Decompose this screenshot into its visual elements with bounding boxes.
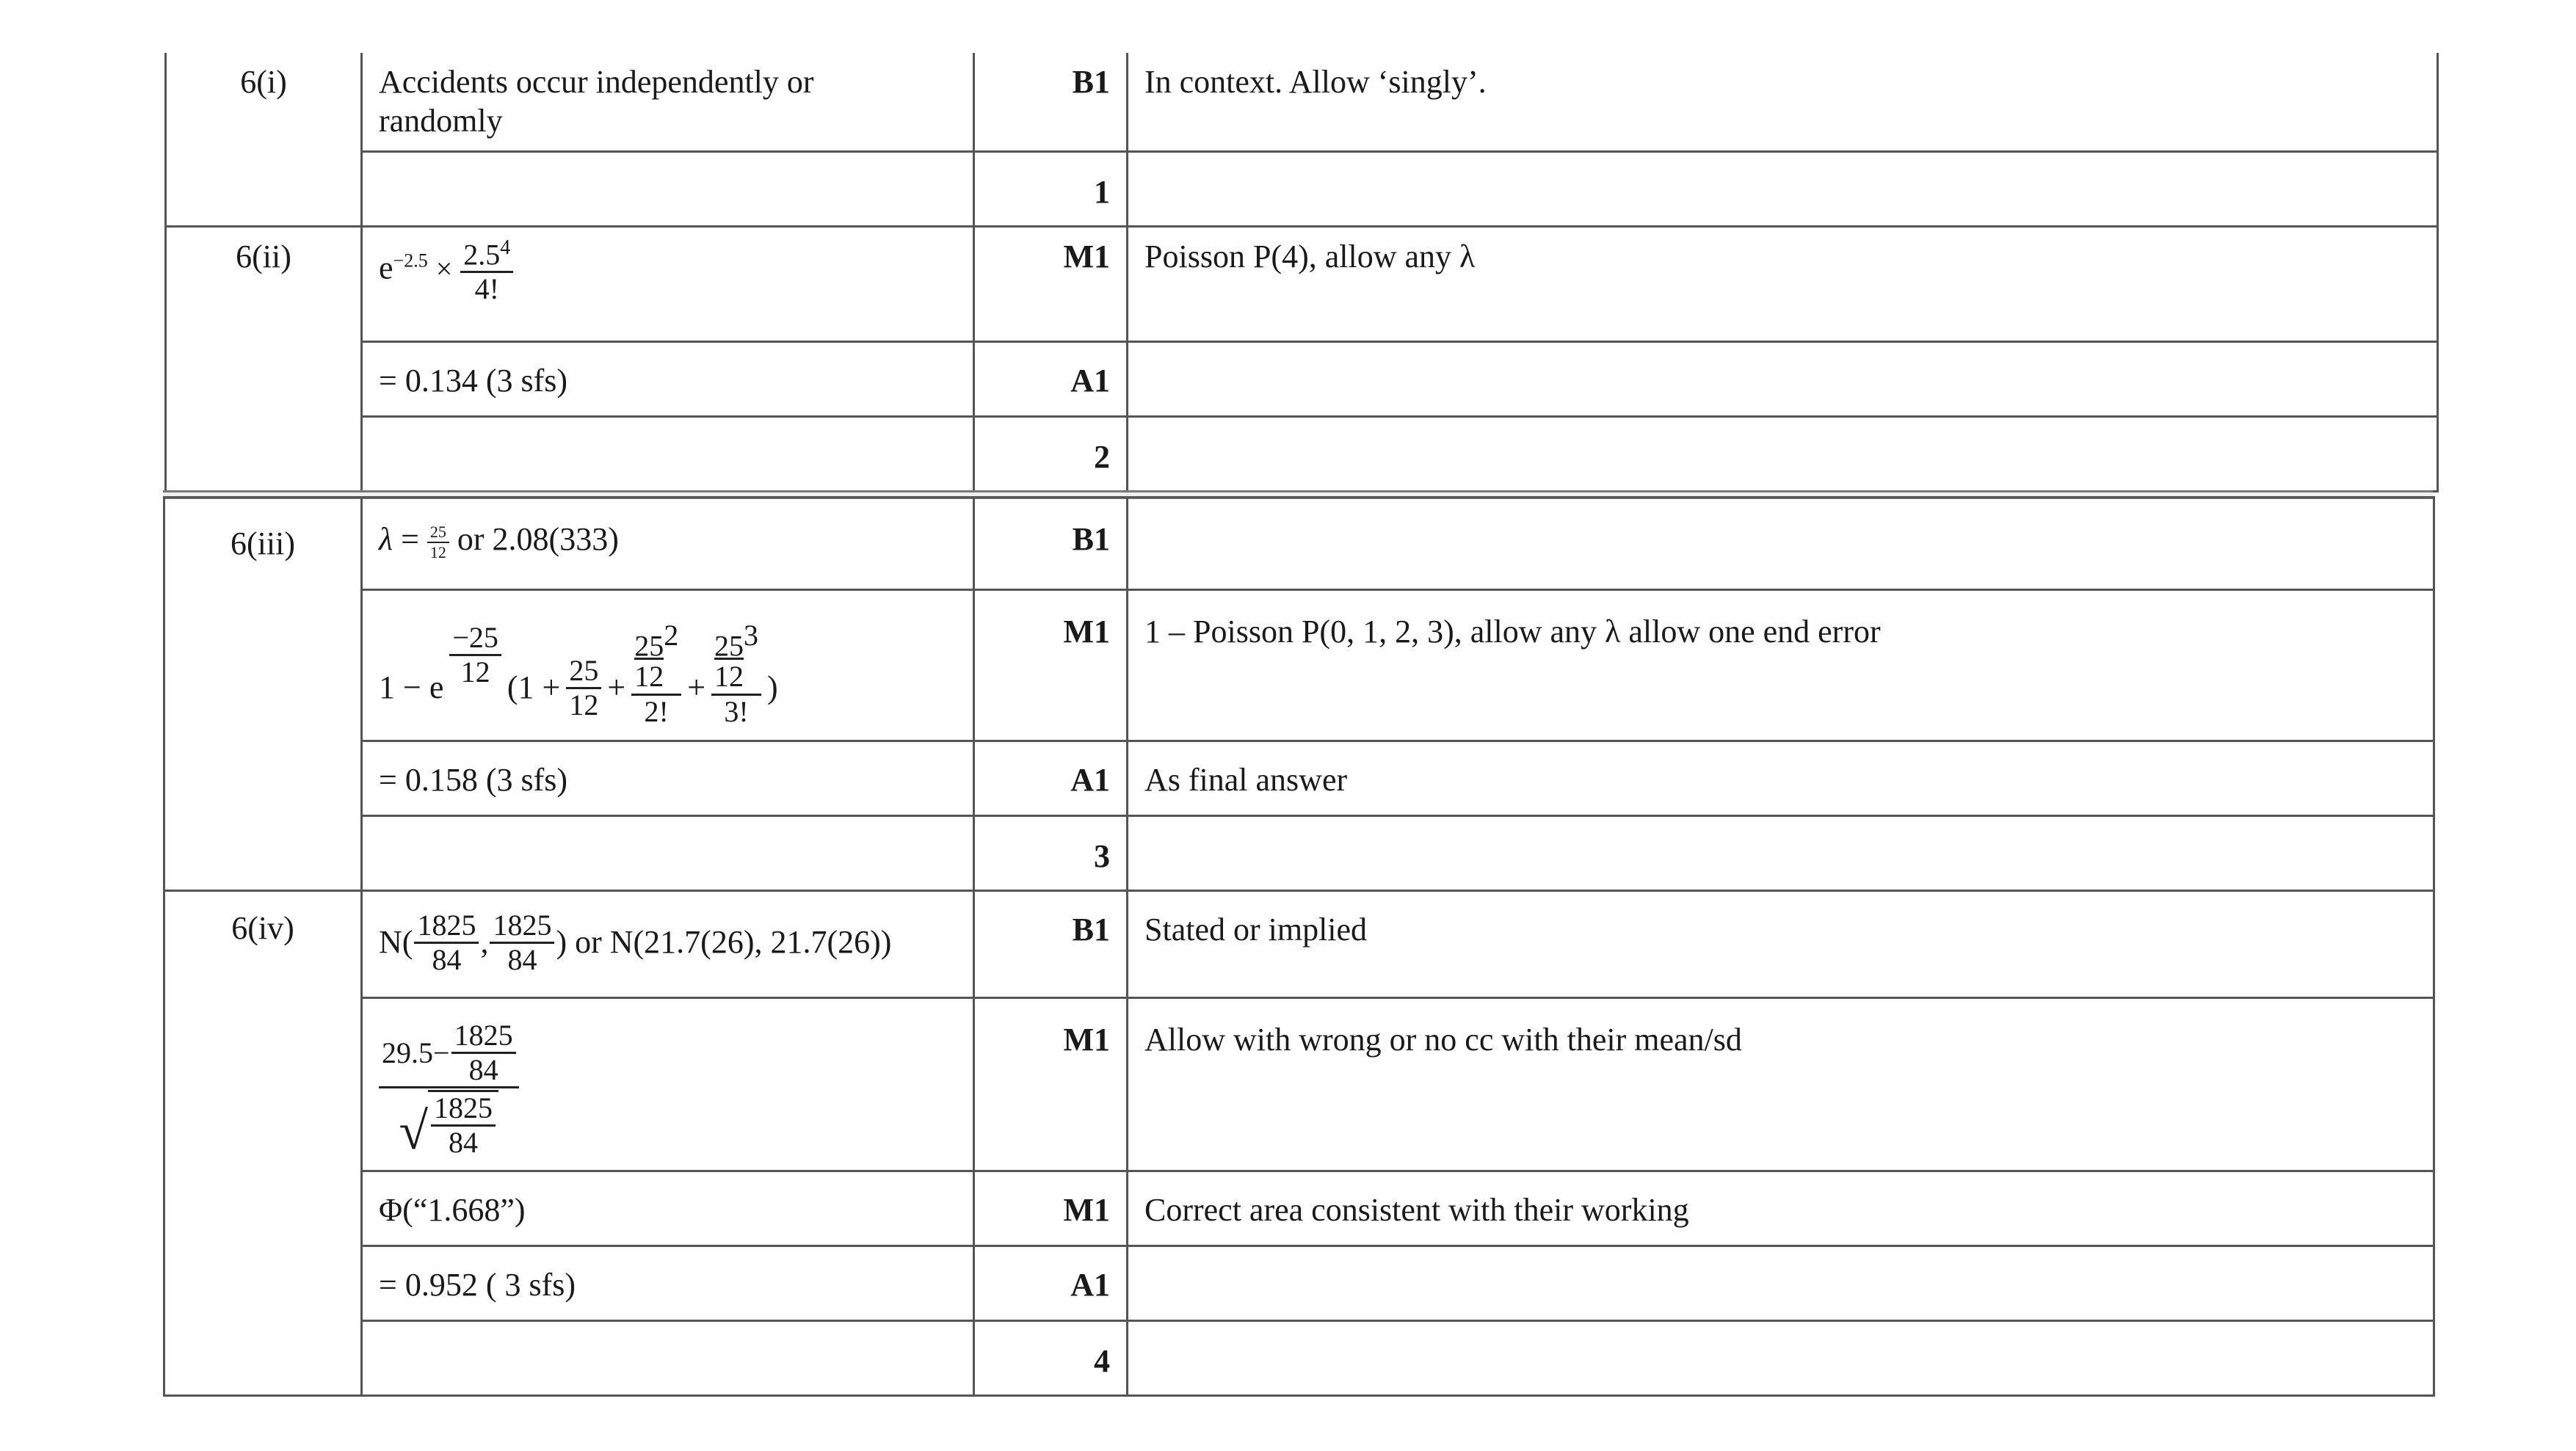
denominator: 84 [449,1126,479,1159]
guidance-cell [1128,416,2438,491]
question-label: 6(i) [166,53,362,226]
answer-cell: = 0.952 ( 3 sfs) [362,1246,974,1321]
guidance-cell: Stated or implied [1128,891,2434,998]
exponent-fraction [449,623,501,687]
fraction [631,620,681,727]
guidance-cell [1128,816,2434,891]
exponent: −2.5 [393,250,428,272]
numerator: 25 [634,629,664,663]
mark-cell: B1 [974,891,1128,998]
poisson-sum-expression [379,606,778,727]
answer-cell: Φ(“1.668”) [362,1171,974,1246]
guidance-cell [1128,590,2434,741]
inner-denominator: 12 [714,658,744,693]
decimal-value: or 2.08(333) [457,521,619,557]
fraction [490,911,554,975]
guidance-text: Poisson P(4), allow any λ [1144,238,1476,274]
denominator: 3! [724,695,749,729]
mark-scheme-table-upper [164,53,2439,492]
open-paren: (1 + [507,669,561,706]
square-root [399,1090,499,1160]
guidance-cell [1128,341,2438,416]
comma: , [480,924,489,961]
denominator: 4! [474,272,499,305]
numerator: 25 [427,524,449,543]
mark-cell: M1 [974,1171,1128,1246]
fraction [460,238,513,304]
power: 2 [664,619,679,652]
denominator: 12 [460,655,490,689]
answer-cell [362,816,974,891]
power: 3 [744,619,759,652]
power: 4 [500,236,511,259]
answer-cell [362,998,974,1171]
mark-cell: B1 [974,53,1128,151]
one-minus-e: 1 − e [379,669,444,706]
numerator: 25 [566,656,601,689]
question-label: 6(ii) [166,226,362,491]
denominator: 2! [644,695,669,729]
guidance-cell [1128,151,2438,226]
answer-cell [362,590,974,741]
total-mark-cell: 2 [974,416,1128,491]
mark-cell: A1 [974,1246,1128,1321]
answer-cell [362,226,974,341]
mark-cell: B1 [974,498,1128,590]
guidance-cell [1128,1321,2434,1396]
total-mark-cell: 3 [974,816,1128,891]
plus-symbol: + [607,669,626,706]
numerator: −25 [449,623,501,656]
answer-cell: = 0.134 (3 sfs) [362,341,974,416]
total-mark-cell: 1 [974,151,1128,226]
answer-cell [362,498,974,590]
fraction [566,656,601,720]
lambda-symbol: λ [379,521,393,557]
denominator: 12 [569,688,599,722]
mean-fraction [451,1021,516,1085]
numerator: 1825 [414,911,479,944]
normal-symbol: N( [379,924,413,961]
answer-cell [362,1321,974,1396]
guidance-cell [1128,498,2434,590]
mark-cell: M1 [974,590,1128,741]
mark-scheme-table-lower [163,496,2435,1397]
decimal-form: ) or N(21.7(26), 21.7(26)) [556,924,892,961]
answer-cell: = 0.158 (3 sfs) [362,741,974,816]
denominator: 12 [429,542,446,561]
denominator: 84 [432,943,462,976]
guidance-cell [1128,1246,2434,1321]
guidance-text: 1 – Poisson P(0, 1, 2, 3), allow any λ allow one end error [1144,614,1881,650]
z-score-expression [379,1019,519,1160]
question-label: 6(iv) [164,891,362,1396]
guidance-cell: As final answer [1128,741,2434,816]
total-mark-cell: 4 [974,1321,1128,1396]
normal-distribution-expression [379,911,891,975]
guidance-cell: Allow with wrong or no cc with their mean/sd [1128,998,2434,1171]
times-symbol: × [435,251,453,285]
guidance-cell [1128,226,2438,341]
inner-denominator: 12 [634,658,664,693]
denominator: 84 [468,1053,498,1086]
fraction [427,524,449,561]
numerator: 1825 [451,1021,516,1054]
answer-cell: Accidents occur independently or randomly [362,53,974,151]
mark-cell: A1 [974,341,1128,416]
radical-icon: √ [399,1102,429,1160]
equals-symbol: = [401,521,419,557]
answer-cell [362,151,974,226]
fraction [414,911,479,975]
numerator: 2.5 [463,237,501,271]
plus-symbol: + [687,669,706,706]
variance-fraction [431,1091,496,1159]
mark-cell: M1 [974,998,1128,1171]
numerator: 25 [714,629,744,663]
e-symbol: e [379,249,393,286]
lambda-expression [379,520,619,561]
poisson-expression [379,238,513,304]
mark-cell: A1 [974,741,1128,816]
answer-cell [362,891,974,998]
numerator: 1825 [431,1094,496,1127]
close-paren: ) [767,669,778,706]
fraction [711,620,761,727]
question-label: 6(iii) [164,498,362,891]
continuity-value: 29.5− [382,1036,450,1069]
guidance-cell: Correct area consistent with their working [1128,1171,2434,1246]
guidance-cell: In context. Allow ‘singly’. [1128,53,2438,151]
numerator: 1825 [490,911,554,944]
answer-cell [362,416,974,491]
denominator: 84 [507,943,537,976]
mark-cell: M1 [974,226,1128,341]
